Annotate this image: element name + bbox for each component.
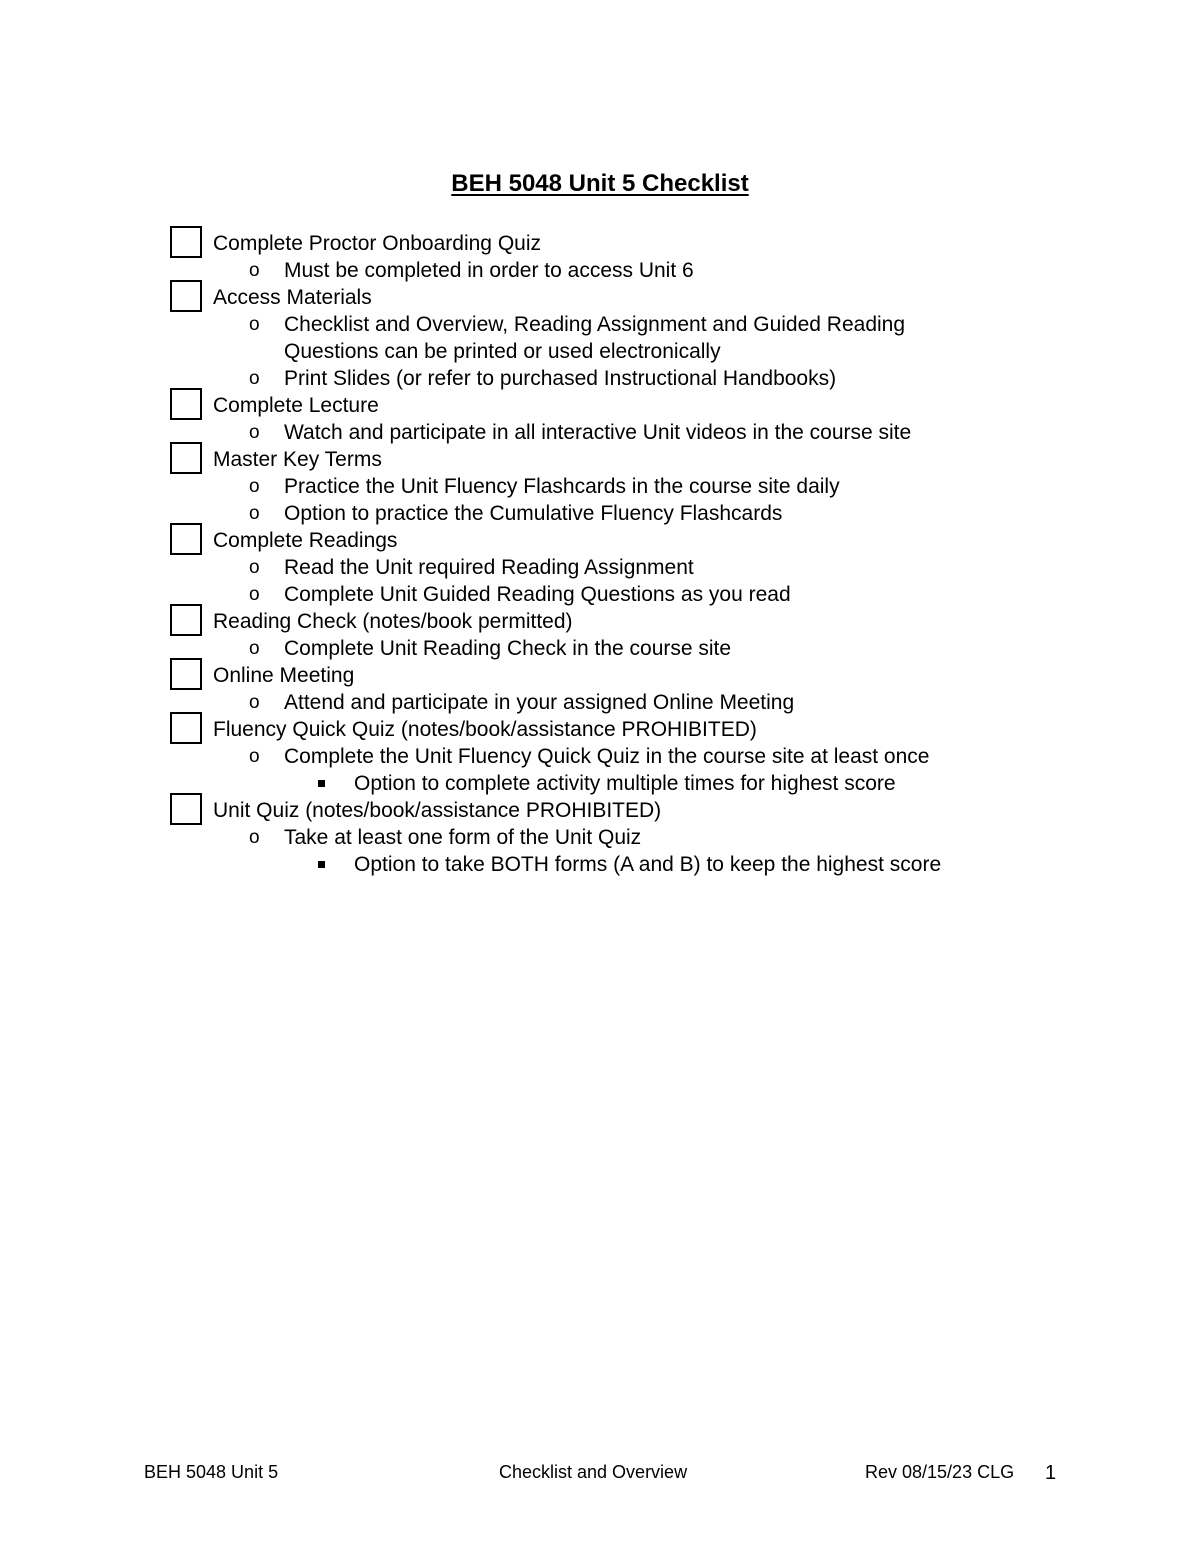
checklist-item-unit-quiz <box>0 797 1200 878</box>
checkbox[interactable] <box>170 523 202 555</box>
sub-item-text: Option to practice the Cumulative Fluency Flashcards <box>284 502 783 525</box>
page-title: BEH 5048 Unit 5 Checklist <box>451 170 749 197</box>
checkbox[interactable] <box>170 604 202 636</box>
checklist-item-label: Access Materials <box>213 286 372 309</box>
circle-bullet-icon: o <box>249 827 260 848</box>
sub-item-text: Take at least one form of the Unit Quiz <box>284 826 642 849</box>
sub-sub-item-text: Option to complete activity multiple times for highest score <box>354 772 896 795</box>
circle-bullet-icon: o <box>249 503 260 524</box>
sub-sub-item <box>0 851 1200 878</box>
sub-item <box>0 554 1200 581</box>
checklist-item-label: Master Key Terms <box>213 448 382 471</box>
sub-item-text: Complete the Unit Fluency Quick Quiz in the course site at least once <box>284 745 930 768</box>
checkbox[interactable] <box>170 658 202 690</box>
sub-item-text: Must be completed in order to access Unit 6 <box>284 259 694 282</box>
sub-item-text: Watch and participate in all interactive Unit videos in the course site <box>284 421 912 444</box>
circle-bullet-icon: o <box>249 584 260 605</box>
checklist-item-label: Unit Quiz (notes/book/assistance PROHIBITED) <box>213 799 662 822</box>
circle-bullet-icon: o <box>249 314 260 335</box>
checklist-item-label: Fluency Quick Quiz (notes/book/assistance PROHIBITED) <box>213 718 757 741</box>
footer-revision: Rev 08/15/23 CLG <box>865 1462 1015 1482</box>
checklist <box>0 230 1200 878</box>
checkbox[interactable] <box>170 793 202 825</box>
sub-item-text: Complete Unit Guided Reading Questions as you read <box>284 583 791 606</box>
checklist-item-label: Reading Check (notes/book permitted) <box>213 610 573 633</box>
square-bullet-icon <box>318 861 325 868</box>
checklist-item-reading-check <box>0 608 1200 662</box>
sub-item-text: Attend and participate in your assigned Online Meeting <box>284 691 795 714</box>
sub-item <box>0 311 1200 365</box>
checklist-item-label: Complete Proctor Onboarding Quiz <box>213 232 541 255</box>
checkbox[interactable] <box>170 442 202 474</box>
page-footer <box>0 1462 1200 1486</box>
checklist-item-fluency-quick-quiz <box>0 716 1200 797</box>
checklist-item-online-meeting <box>0 662 1200 716</box>
sub-item <box>0 824 1200 851</box>
footer-course: BEH 5048 Unit 5 <box>144 1462 279 1482</box>
footer-doc-type: Checklist and Overview <box>499 1462 688 1482</box>
circle-bullet-icon: o <box>249 692 260 713</box>
checkbox[interactable] <box>170 388 202 420</box>
checklist-item-label: Online Meeting <box>213 664 355 687</box>
circle-bullet-icon: o <box>249 557 260 578</box>
checkbox[interactable] <box>170 226 202 258</box>
checklist-item-master-key-terms <box>0 446 1200 527</box>
sub-item-text: Complete Unit Reading Check in the course site <box>284 637 732 660</box>
checkbox[interactable] <box>170 712 202 744</box>
checklist-item-access-materials <box>0 284 1200 392</box>
circle-bullet-icon: o <box>249 260 260 281</box>
sub-item <box>0 473 1200 500</box>
page-number: 1 <box>1045 1462 1057 1484</box>
checklist-item-label: Complete Lecture <box>213 394 379 417</box>
checklist-item-label: Complete Readings <box>213 529 398 552</box>
sub-item-text: Practice the Unit Fluency Flashcards in the course site daily <box>284 475 840 498</box>
sub-item-text: Read the Unit required Reading Assignment <box>284 556 694 579</box>
circle-bullet-icon: o <box>249 638 260 659</box>
sub-sub-item-text: Option to take BOTH forms (A and B) to keep the highest score <box>354 853 942 876</box>
checklist-item-complete-lecture <box>0 392 1200 446</box>
checklist-item-complete-readings <box>0 527 1200 608</box>
sub-item-text: Checklist and Overview, Reading Assignment and Guided Reading Questions can be printed or used electronically <box>284 313 906 363</box>
sub-item <box>0 743 1200 770</box>
checklist-item-proctor-onboarding <box>0 230 1200 284</box>
checkbox[interactable] <box>170 280 202 312</box>
circle-bullet-icon: o <box>249 746 260 767</box>
circle-bullet-icon: o <box>249 368 260 389</box>
circle-bullet-icon: o <box>249 476 260 497</box>
circle-bullet-icon: o <box>249 422 260 443</box>
square-bullet-icon <box>318 780 325 787</box>
sub-item-text: Print Slides (or refer to purchased Instructional Handbooks) <box>284 367 837 390</box>
